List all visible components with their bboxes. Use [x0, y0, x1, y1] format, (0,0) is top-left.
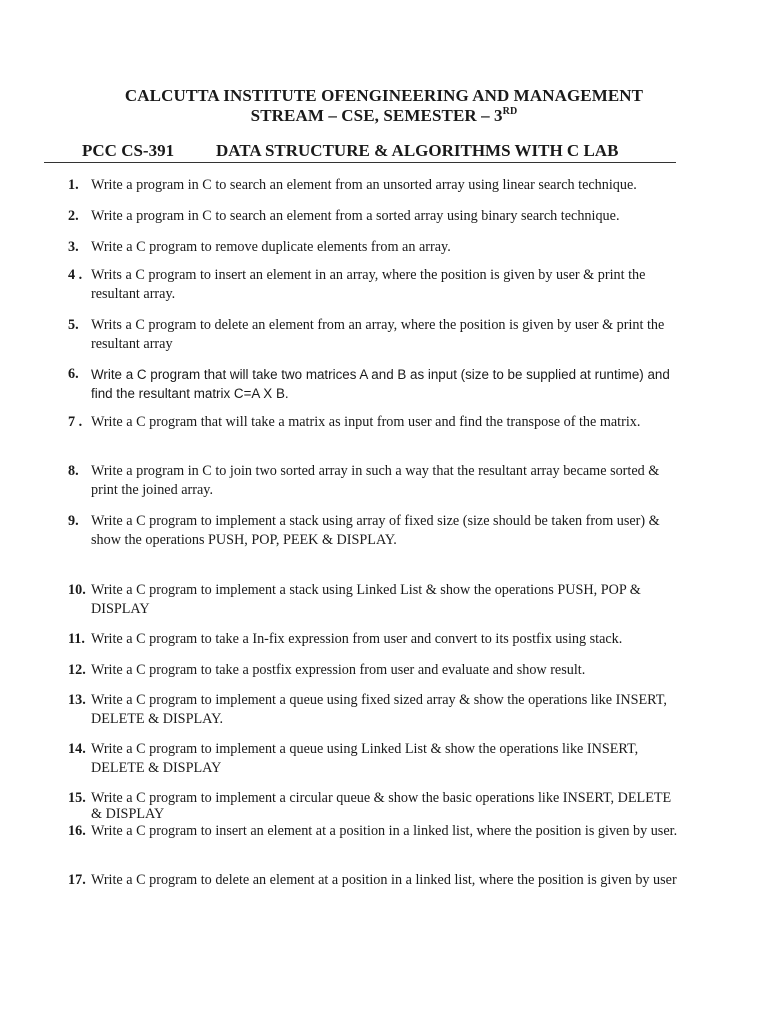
item-number: 11. [68, 631, 85, 647]
item-number: 6. [68, 366, 79, 382]
document-header [0, 86, 768, 126]
item-text: Write a program in C to join two sorted array in such a way that the resultant array became sorted & print the joined array. [91, 463, 660, 498]
item-number: 5. [68, 317, 79, 333]
item-text: Write a C program to take a In-fix expression from user and convert to its postfix using stack. [91, 631, 623, 647]
institute-name: CALCUTTA INSTITUTE OFENGINEERING AND MANAGEMENT [124, 86, 644, 105]
item-number: 7 . [68, 414, 83, 430]
item-number: 1. [68, 177, 79, 193]
item-number: 14. [68, 741, 86, 757]
semester-superscript: RD [502, 106, 518, 117]
item-text: Write a C program to implement a queue using Linked List & show the operations like INSERT, DELETE & DISPLAY [91, 741, 639, 776]
item-text: Write a C program to implement a queue using fixed sized array & show the operations like INSERT, DELETE & DISPLAY. [91, 692, 667, 727]
item-number: 4 . [68, 267, 83, 283]
item-number: 2. [68, 208, 79, 224]
item-number: 12. [68, 662, 86, 678]
item-text: Write a C program that will take a matrix as input from user and find the transpose of the matrix. [91, 414, 641, 430]
stream-text: STREAM – CSE, SEMESTER – 3 [250, 106, 503, 125]
item-text: Write a C program that will take two matrices A and B as input (size to be supplied at runtime) and find the resultant matrix C=A X B. [91, 367, 670, 401]
item-text: Write a C program to implement a stack using Linked List & show the operations PUSH, POP & DISPLAY [91, 582, 641, 617]
item-number: 9. [68, 513, 79, 529]
course-title: DATA STRUCTURE & ALGORITHMS WITH C LAB [216, 141, 619, 160]
item-text: Writs a C program to delete an element from an array, where the position is given by user & print the resultant array [91, 317, 665, 352]
item-text: Write a C program to delete an element at a position in a linked list, where the position is given by user [91, 872, 677, 888]
course-heading [82, 141, 618, 161]
item-text: Write a C program to implement a stack using array of fixed size (size should be taken from user) & show the operations PUSH, POP, PEEK & DISPLAY. [91, 513, 660, 548]
item-number: 16. [68, 823, 86, 839]
item-text: Writs a C program to insert an element in an array, where the position is given by user & print the resultant array. [91, 267, 646, 302]
item-text: Write a C program to insert an element at a position in a linked list, where the position is given by user. [91, 823, 678, 839]
item-text: Write a C program to take a postfix expression from user and evaluate and show result. [91, 662, 586, 678]
item-text: Write a program in C to search an element from an unsorted array using linear search technique. [91, 177, 637, 193]
item-text: Write a C program to remove duplicate elements from an array. [91, 239, 451, 255]
item-number: 17. [68, 872, 86, 888]
header-divider [44, 162, 676, 163]
course-code: PCC CS-391 [82, 141, 175, 160]
item-number: 8. [68, 463, 79, 479]
item-number: 15. [68, 790, 86, 806]
stream-semester [0, 106, 768, 126]
item-number: 3. [68, 239, 79, 255]
item-text: Write a C program to implement a circular queue & show the basic operations like INSERT, DELETE & DISPLAY [91, 790, 672, 822]
item-number: 10. [68, 582, 86, 598]
item-text: Write a program in C to search an element from a sorted array using binary search technique. [91, 208, 620, 224]
item-number: 13. [68, 692, 86, 708]
